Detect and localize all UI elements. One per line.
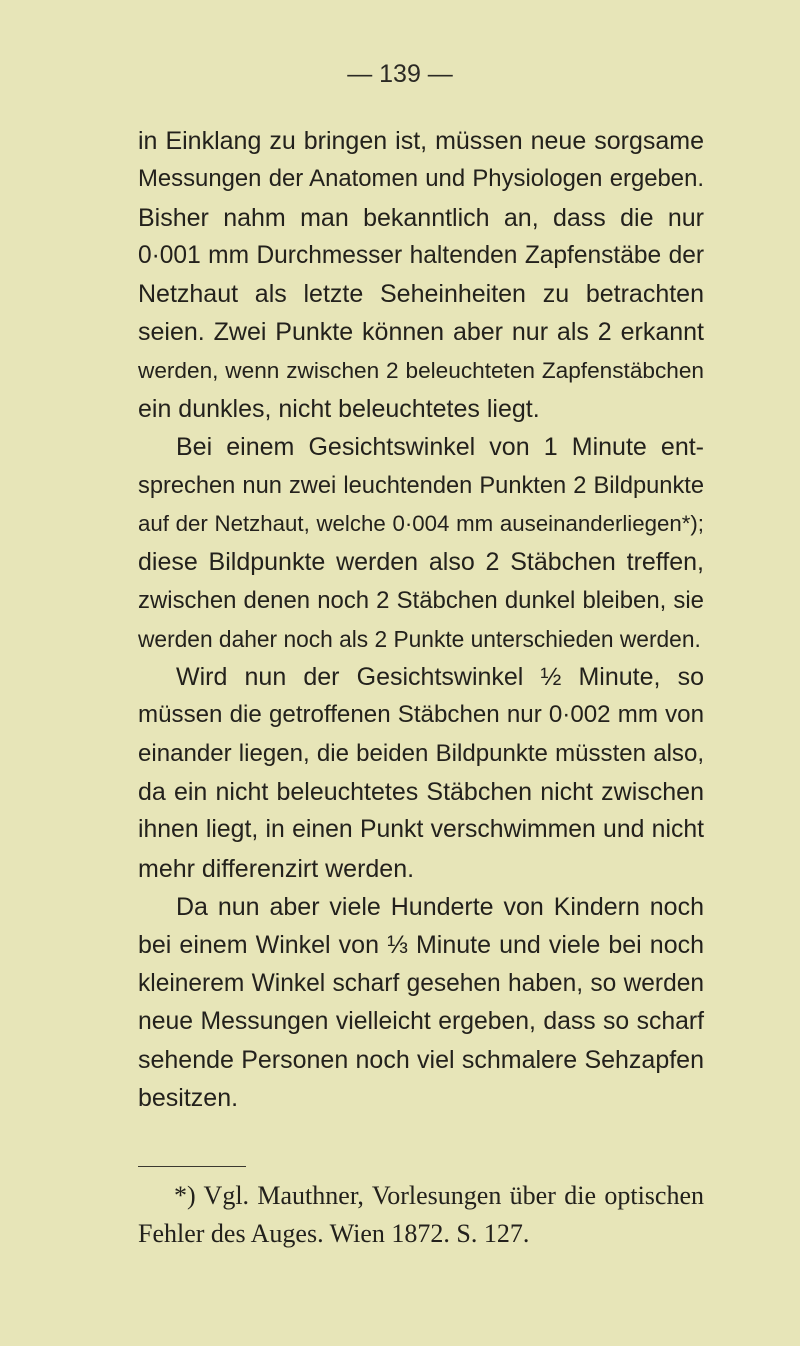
footnote-divider	[138, 1166, 246, 1167]
footnote-line: Fehler des Auges. Wien 1872. S. 127.	[138, 1219, 530, 1249]
page-number: — 139 —	[347, 60, 453, 88]
text-line: Netzhaut als letzte Seheinheiten zu betrachten	[138, 280, 704, 309]
text-line: bei einem Winkel von ⅓ Minute und viele bei noch	[138, 931, 704, 960]
text-line: auf der Netzhaut, welche 0·004 mm auseinanderliegen*);	[138, 510, 704, 536]
text-line: sehende Personen noch viel schmalere Sehzapfen	[138, 1046, 704, 1075]
text-line: seien. Zwei Punkte können aber nur als 2 erkannt	[138, 318, 704, 347]
text-line: Messungen der Anatomen und Physiologen ergeben.	[138, 165, 704, 193]
body-text	[138, 122, 704, 1118]
text-line: 0·001 mm Durchmesser haltenden Zapfenstäbe der	[138, 241, 704, 269]
text-line: zwischen denen noch 2 Stäbchen dunkel bleiben, sie	[138, 586, 704, 614]
text-line: besitzen.	[138, 1084, 239, 1113]
text-line: sprechen nun zwei leuchtenden Punkten 2 Bildpunkte	[138, 472, 704, 499]
text-line: mehr differenzirt werden.	[138, 854, 415, 883]
text-line: werden, wenn zwischen 2 beleuchteten Zapfenstäbchen	[138, 357, 704, 383]
text-line: kleinerem Winkel scharf gesehen haben, so werden	[138, 969, 704, 997]
text-line: ihnen liegt, in einen Punkt verschwimmen und nicht	[138, 816, 704, 844]
text-line: neue Messungen vielleicht ergeben, dass so scharf	[138, 1007, 704, 1035]
text-line: in Einklang zu bringen ist, müssen neue sorgsame	[138, 127, 704, 155]
text-line: werden daher noch als 2 Punkte unterschieden werden.	[138, 625, 701, 652]
text-line: Bisher nahm man bekanntlich an, dass die nur	[138, 203, 704, 232]
text-line: Bei einem Gesichtswinkel von 1 Minute ent-	[176, 433, 704, 462]
footnote-line: *) Vgl. Mauthner, Vorlesungen über die optischen	[174, 1181, 704, 1210]
text-line: müssen die getroffenen Stäbchen nur 0·002 mm von	[138, 701, 704, 729]
text-line: diese Bildpunkte werden also 2 Stäbchen treffen,	[138, 548, 704, 577]
footnote	[138, 1177, 704, 1254]
text-line: da ein nicht beleuchtetes Stäbchen nicht zwischen	[138, 778, 704, 807]
text-line: einander liegen, die beiden Bildpunkte müssten also,	[138, 739, 704, 767]
text-line: Wird nun der Gesichtswinkel ½ Minute, so	[176, 663, 704, 692]
text-line: Da nun aber viele Hunderte von Kindern noch	[176, 892, 704, 921]
text-line: ein dunkles, nicht beleuchtetes liegt.	[138, 395, 540, 424]
